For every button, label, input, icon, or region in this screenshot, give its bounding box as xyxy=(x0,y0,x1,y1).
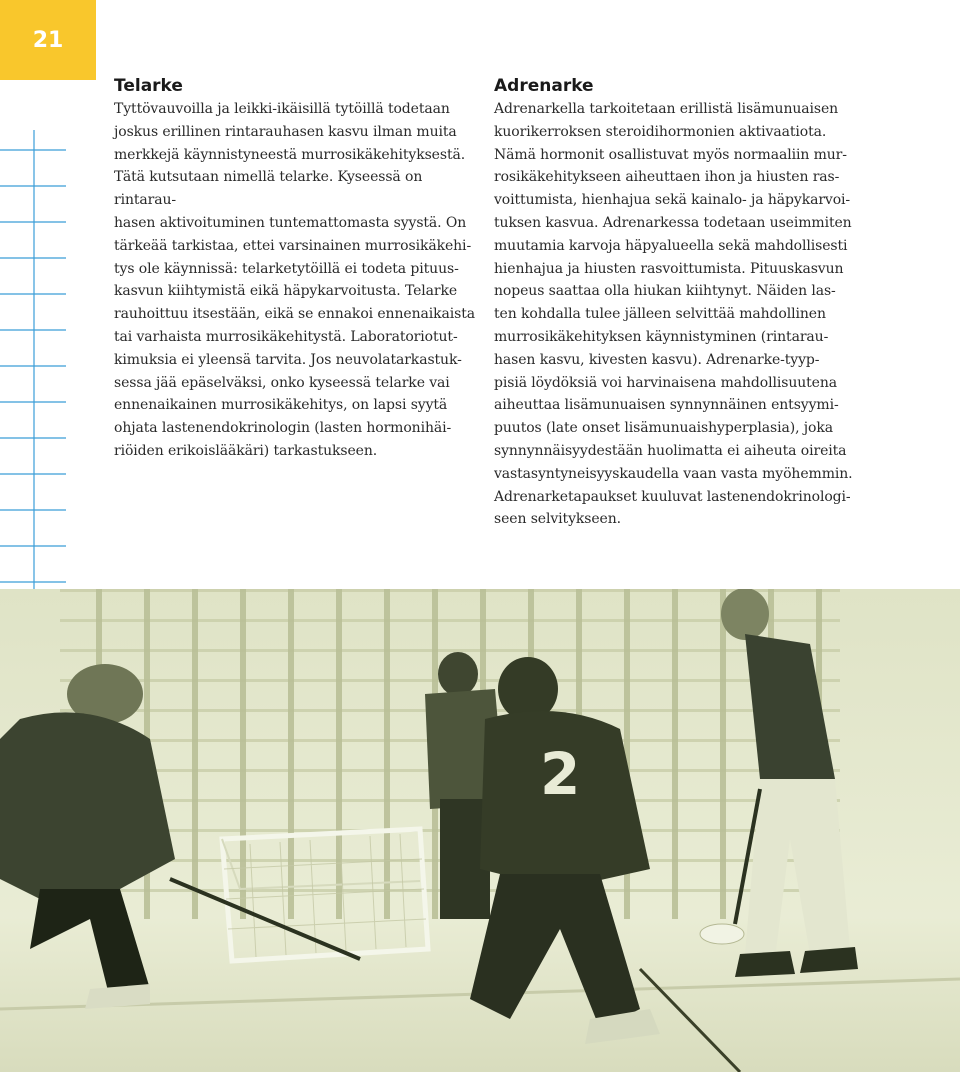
page-number: 21 xyxy=(32,27,64,53)
text-line: nopeus saattaa olla hiukan kiihtynyt. Näiden las- xyxy=(494,283,836,300)
text-line: puutos (late onset lisämunuaishyperplasia), joka xyxy=(494,420,833,437)
text-line: ten kohdalla tulee jälleen selvittää mahdollinen xyxy=(494,306,826,323)
adrenarke-section xyxy=(494,76,864,531)
text-line: hasen aktivoituminen tuntemattomasta syystä. On xyxy=(114,214,467,231)
margin-rule-lines xyxy=(0,130,72,590)
text-line: riöiden erikoislääkäri) tarkastukseen. xyxy=(114,442,378,459)
telarke-body xyxy=(114,98,482,463)
text-line: voittumista, hienhajua sekä kainalo- ja häpykarvoi- xyxy=(494,192,851,209)
text-line: kasvun kiihtymistä eikä häpykarvoitusta. Telarke xyxy=(114,283,458,300)
text-line: merkkejä käynnistyneestä murrosikäkehityksestä. xyxy=(114,146,466,163)
text-line: tai varhaista murrosikäkehitystä. Laboratoriotut- xyxy=(114,328,458,345)
text-line: rosikäkehitykseen aiheuttaen ihon ja hiusten ras- xyxy=(494,169,840,186)
text-line: murrosikäkehityksen käynnistyminen (rintarau- xyxy=(494,328,829,345)
text-line: sessa jää epäselväksi, onko kyseessä telarke vai xyxy=(114,374,450,391)
adrenarke-heading: Adrenarke xyxy=(494,76,594,96)
text-line: tuksen kasvua. Adrenarkessa todetaan useimmiten xyxy=(494,214,852,231)
text-line: pisiä löydöksiä voi harvinaisena mahdollisuutena xyxy=(494,374,838,391)
text-line: kuorikerroksen steroidihormonien aktivaatiota. xyxy=(494,123,827,140)
text-line: tys ole käynnissä: telarketytöillä ei todeta pituus- xyxy=(114,260,459,277)
text-line: ohjata lastenendokrinologin (lasten hormonihäi- xyxy=(114,420,452,437)
text-line: Adrenarketapaukset kuuluvat lastenendokrinologi- xyxy=(494,488,851,505)
text-line: Tätä kutsutaan nimellä telarke. Kyseessä on rintarau- xyxy=(114,169,423,209)
text-line: seen selvitykseen. xyxy=(494,511,621,528)
text-line: muutamia karvoja häpyalueella sekä mahdollisesti xyxy=(494,237,848,254)
floorball-photo-illustration xyxy=(0,589,960,1072)
page-number-badge xyxy=(0,0,96,80)
text-line: hasen kasvu, kivesten kasvu). Adrenarke-tyyp- xyxy=(494,351,820,368)
text-line: aiheuttaa lisämunuaisen synnynnäinen entsyymi- xyxy=(494,397,839,414)
telarke-section xyxy=(114,76,482,463)
text-line: hienhajua ja hiusten rasvoittumista. Pituuskasvun xyxy=(494,260,844,277)
text-line: synnynnäisyydestään huolimatta ei aiheuta oireita xyxy=(494,442,847,459)
text-line: ennenaikainen murrosikäkehitys, on lapsi syytä xyxy=(114,397,448,414)
text-line: tärkeää tarkistaa, ettei varsinainen murrosikäkehi- xyxy=(114,237,472,254)
floorball-photo xyxy=(0,589,960,1072)
text-line: rauhoittuu itsestään, eikä se ennakoi ennenaikaista xyxy=(114,306,475,323)
telarke-heading: Telarke xyxy=(114,76,183,96)
text-line: vastasyntyneisyyskaudella vaan vasta myöhemmin. xyxy=(494,465,853,482)
text-line: kimuksia ei yleensä tarvita. Jos neuvolatarkastuk- xyxy=(114,351,462,368)
text-line: Adrenarkella tarkoitetaan erillistä lisämunuaisen xyxy=(494,101,839,117)
text-line: Nämä hormonit osallistuvat myös normaaliin mur- xyxy=(494,146,847,163)
rule-lines-graphic xyxy=(0,130,72,590)
adrenarke-body xyxy=(494,98,864,531)
text-line: Tyttövauvoilla ja leikki-ikäisillä tytöillä todetaan xyxy=(114,101,450,117)
jersey-number: 2 xyxy=(540,740,581,808)
text-line: joskus erillinen rintarauhasen kasvu ilman muita xyxy=(114,123,457,140)
